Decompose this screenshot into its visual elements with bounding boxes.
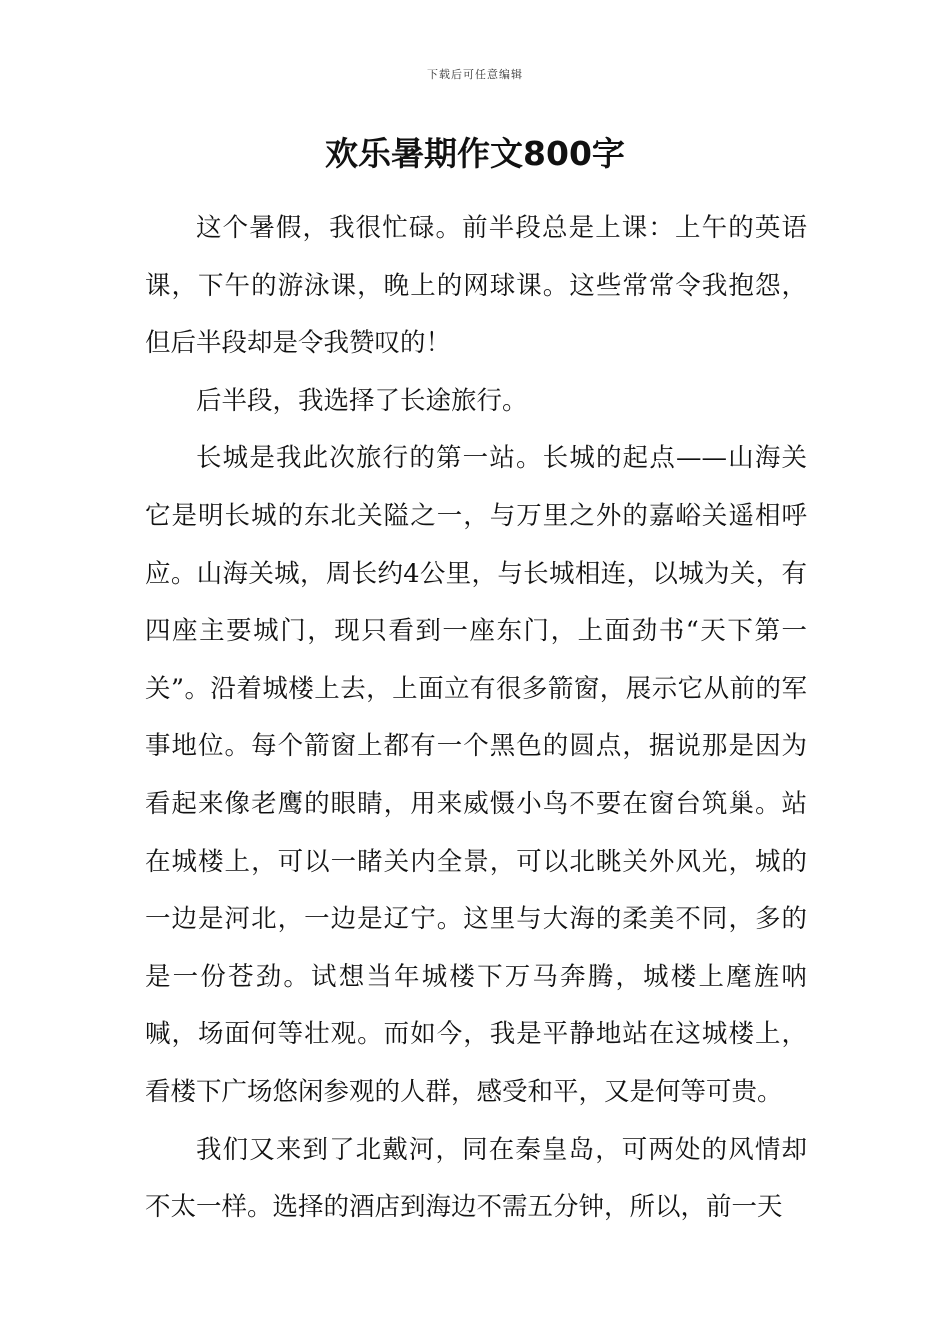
paragraph-4: 我们又来到了北戴河，同在秦皇岛，可两处的风情却不太一样。选择的酒店到海边不需五分钟，所以，前一天 xyxy=(145,1134,807,1223)
document-title: 欢乐暑期作文800字 xyxy=(325,134,625,173)
header-note: 下载后可任意编辑 xyxy=(427,68,523,81)
paragraph-2: 后半段，我选择了长途旅行。 xyxy=(196,385,528,416)
paragraph-3: 长城是我此次旅行的第一站。长城的起点——山海关它是明长城的东北关隘之一，与万里之外的嘉峪关遥相呼应。山海关城，周长约4公里，与长城相连，以城为关，有四座主要城门，现只看到一座东门，上面劲书“天下第一关”。沿着城楼上去，上面立有很多箭窗，展示它从前的军事地位。每个箭窗上都有一个黑色的圆点，据说那是因为看起来像老鹰的眼睛，用来威慑小鸟不要在窗台筑巢。站在城楼上，可以一睹关内全景，可以北眺关外风光，城的一边是河北，一边是辽宁。这里与大海的柔美不同，多的是一份苍劲。试想当年城楼下万马奔腾，城楼上麾旌呐喊，场面何等壮观。而如今，我是平静地站在这城楼上，看楼下广场悠闲参观的人群，感受和平，又是何等可贵。 xyxy=(145,443,807,1107)
paragraph-1: 这个暑假，我很忙碌。前半段总是上课：上午的英语课，下午的游泳课，晚上的网球课。这些常常令我抱怨，但后半段却是令我赞叹的！ xyxy=(145,213,807,359)
document-body xyxy=(145,200,807,1237)
